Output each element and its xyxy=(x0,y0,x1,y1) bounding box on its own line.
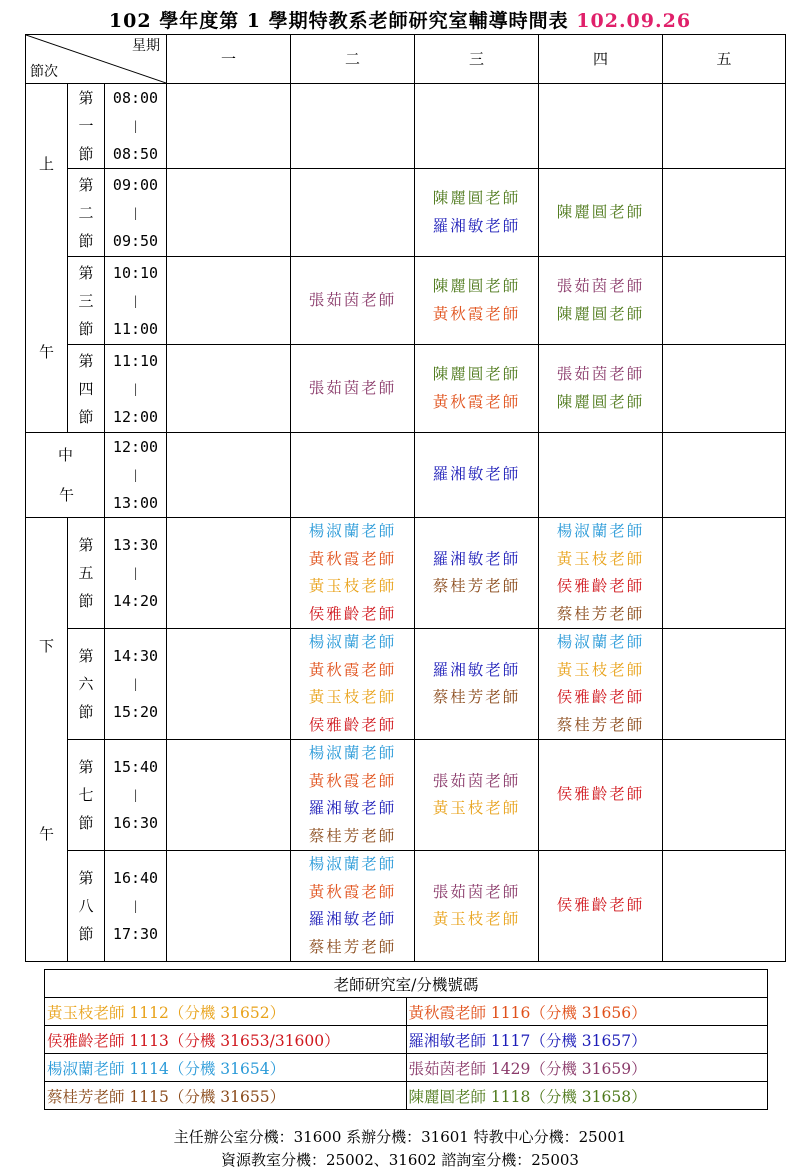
session-noon-char: 午 xyxy=(59,486,75,504)
period-label-char: 第 xyxy=(78,869,94,887)
extension-entry: 蔡桂芳老師 1115（分機 31655） xyxy=(45,1082,407,1110)
schedule-cell xyxy=(415,433,539,518)
schedule-cell xyxy=(415,257,539,345)
period-label xyxy=(68,518,105,629)
title-date: 102.09.26 xyxy=(576,10,692,32)
schedule-cell xyxy=(663,169,786,257)
schedule-cell xyxy=(167,169,291,257)
period-time xyxy=(105,84,167,169)
period-label-char: 節 xyxy=(78,319,94,338)
schedule-cell xyxy=(291,169,415,257)
time-separator: | xyxy=(133,119,138,133)
session-morning xyxy=(26,84,68,433)
schedule-cell xyxy=(167,851,291,962)
day-header-thu: 四 xyxy=(539,35,663,84)
period-label-char: 第 xyxy=(78,647,94,665)
title-main: 102 學年度第 1 學期特教系老師研究室輔導時間表 xyxy=(108,10,569,32)
teacher-name: 黃秋霞老師 xyxy=(308,549,397,568)
time-separator: | xyxy=(133,677,138,691)
schedule-cell xyxy=(539,629,663,740)
extension-entry: 黃玉枝老師 1112（分機 31652） xyxy=(45,998,407,1026)
time-separator: | xyxy=(133,788,138,802)
session-afternoon-char: 午 xyxy=(38,824,54,843)
time-end: 11:00 xyxy=(112,319,159,338)
period-label xyxy=(68,257,105,345)
period-label: 節次 xyxy=(30,64,58,80)
footer-line-1: 主任辦公室分機：31600 系辦分機：31601 特教中心分機：25001 xyxy=(173,1128,627,1146)
schedule-cell xyxy=(415,851,539,962)
schedule-cell xyxy=(539,518,663,629)
extension-entry: 張茹茵老師 1429（分機 31659） xyxy=(406,1054,768,1082)
teacher-name: 楊淑蘭老師 xyxy=(556,633,645,651)
schedule-cell xyxy=(415,518,539,629)
teacher-name: 張茹茵老師 xyxy=(432,882,521,901)
period-label xyxy=(68,851,105,962)
teacher-name: 黃玉枝老師 xyxy=(556,660,645,679)
extension-entry: 楊淑蘭老師 1114（分機 31654） xyxy=(45,1054,407,1082)
schedule-cell xyxy=(291,629,415,740)
teacher-name: 黃玉枝老師 xyxy=(432,799,521,817)
period-label-char: 第 xyxy=(78,263,94,282)
day-header-wed: 三 xyxy=(415,35,539,84)
teacher-name: 楊淑蘭老師 xyxy=(308,522,397,540)
schedule-cell xyxy=(539,345,663,433)
teacher-name: 羅湘敏老師 xyxy=(432,216,521,235)
period-time xyxy=(105,257,167,345)
teacher-name: 黃秋霞老師 xyxy=(308,882,397,901)
teacher-name: 楊淑蘭老師 xyxy=(308,855,397,873)
extension-row xyxy=(45,1026,768,1054)
time-end: 09:50 xyxy=(112,231,159,250)
extension-row xyxy=(45,1054,768,1082)
schedule-cell xyxy=(415,169,539,257)
schedule-cell xyxy=(291,345,415,433)
period-label-char: 一 xyxy=(78,117,94,135)
period-row xyxy=(26,257,786,345)
teacher-name: 侯雅齡老師 xyxy=(308,604,397,623)
footer-line-2: 資源教室分機：25002、31602 諮詢室分機：25003 xyxy=(221,1151,579,1169)
schedule-cell xyxy=(539,433,663,518)
session-afternoon-char: 下 xyxy=(38,636,54,655)
period-label-char: 六 xyxy=(78,675,94,693)
teacher-name: 蔡桂芳老師 xyxy=(308,826,397,845)
period-label-char: 節 xyxy=(78,407,94,426)
period-label xyxy=(68,84,105,169)
day-header-fri: 五 xyxy=(663,35,786,84)
period-label-char: 節 xyxy=(78,145,94,163)
schedule-cell xyxy=(663,740,786,851)
extension-row xyxy=(45,998,768,1026)
schedule-cell xyxy=(291,84,415,169)
period-label-char: 第 xyxy=(78,89,94,107)
schedule-cell xyxy=(663,629,786,740)
extension-entry: 黃秋霞老師 1116（分機 31656） xyxy=(406,998,768,1026)
teacher-name: 陳麗圓老師 xyxy=(556,392,645,411)
session-noon xyxy=(26,433,105,518)
schedule-cell xyxy=(415,629,539,740)
schedule-cell xyxy=(291,518,415,629)
time-end: 12:00 xyxy=(112,407,159,426)
teacher-name: 羅湘敏老師 xyxy=(432,660,521,679)
teacher-name: 陳麗圓老師 xyxy=(556,202,645,221)
time-start: 14:30 xyxy=(112,647,159,665)
teacher-name: 楊淑蘭老師 xyxy=(308,744,397,762)
extension-entry: 侯雅齡老師 1113（分機 31653/31600） xyxy=(45,1026,407,1054)
period-row xyxy=(26,169,786,257)
teacher-name: 羅湘敏老師 xyxy=(308,910,397,928)
period-time xyxy=(105,169,167,257)
teacher-name: 黃秋霞老師 xyxy=(308,771,397,790)
teacher-name: 楊淑蘭老師 xyxy=(556,522,645,540)
time-start: 08:00 xyxy=(112,89,159,107)
teacher-name: 黃秋霞老師 xyxy=(308,660,397,679)
schedule-cell xyxy=(539,169,663,257)
time-start: 12:00 xyxy=(112,438,159,456)
header-row xyxy=(26,35,786,84)
period-label-char: 第 xyxy=(78,536,94,554)
period-row xyxy=(26,518,786,629)
teacher-name: 黃秋霞老師 xyxy=(432,304,521,323)
period-label-char: 第 xyxy=(78,175,94,194)
time-start: 10:10 xyxy=(112,263,159,282)
period-label-char: 節 xyxy=(78,592,94,610)
teacher-name: 侯雅齡老師 xyxy=(556,785,645,804)
time-start: 09:00 xyxy=(112,175,159,194)
schedule-cell xyxy=(663,851,786,962)
schedule-cell xyxy=(291,433,415,518)
schedule-cell xyxy=(539,740,663,851)
teacher-name: 羅湘敏老師 xyxy=(432,549,521,568)
teacher-name: 黃玉枝老師 xyxy=(308,688,397,706)
extension-row xyxy=(45,1082,768,1110)
period-label-char: 三 xyxy=(78,291,94,310)
schedule-cell xyxy=(539,84,663,169)
schedule-cell xyxy=(415,345,539,433)
teacher-name: 張茹茵老師 xyxy=(432,771,521,790)
period-row xyxy=(26,740,786,851)
schedule-cell xyxy=(167,84,291,169)
schedule-cell xyxy=(291,740,415,851)
time-separator: | xyxy=(133,293,138,308)
period-label-char: 節 xyxy=(78,703,94,721)
teacher-name: 張茹茵老師 xyxy=(308,290,397,309)
period-row xyxy=(26,433,786,518)
teacher-name: 侯雅齡老師 xyxy=(556,688,645,706)
period-label xyxy=(68,740,105,851)
time-end: 15:20 xyxy=(112,703,159,721)
time-start: 13:30 xyxy=(112,536,159,554)
schedule-cell xyxy=(663,345,786,433)
teacher-name: 黃玉枝老師 xyxy=(308,577,397,595)
teacher-name: 陳麗圓老師 xyxy=(556,304,645,323)
period-row xyxy=(26,851,786,962)
teacher-name: 黃玉枝老師 xyxy=(556,549,645,568)
extension-entry: 陳麗圓老師 1118（分機 31658） xyxy=(406,1082,768,1110)
period-time xyxy=(105,433,167,518)
teacher-name: 陳麗圓老師 xyxy=(432,189,521,207)
extension-title-row xyxy=(45,970,768,998)
period-label xyxy=(68,629,105,740)
teacher-name: 楊淑蘭老師 xyxy=(308,633,397,651)
schedule-cell xyxy=(415,84,539,169)
time-start: 16:40 xyxy=(112,869,159,887)
schedule-cell xyxy=(167,518,291,629)
period-label-char: 第 xyxy=(78,758,94,776)
time-end: 14:20 xyxy=(112,592,159,610)
teacher-name: 陳麗圓老師 xyxy=(432,277,521,295)
teacher-name: 蔡桂芳老師 xyxy=(556,715,645,734)
period-label-char: 節 xyxy=(78,231,94,250)
schedule-cell xyxy=(539,851,663,962)
period-label-char: 節 xyxy=(78,925,94,943)
period-label-char: 七 xyxy=(78,786,94,804)
schedule-cell xyxy=(167,257,291,345)
time-end: 17:30 xyxy=(112,925,159,943)
header-corner xyxy=(26,35,167,84)
extension-entry: 羅湘敏老師 1117（分機 31657） xyxy=(406,1026,768,1054)
teacher-name: 張茹茵老師 xyxy=(556,365,645,383)
weekday-label: 星期 xyxy=(132,38,161,54)
teacher-name: 黃玉枝老師 xyxy=(432,910,521,928)
teacher-name: 羅湘敏老師 xyxy=(308,799,397,817)
period-label xyxy=(68,345,105,433)
period-label-char: 二 xyxy=(78,203,94,222)
teacher-name: 蔡桂芳老師 xyxy=(432,688,521,706)
period-label-char: 節 xyxy=(78,814,94,832)
day-header-mon: 一 xyxy=(167,35,291,84)
time-end: 13:00 xyxy=(112,494,159,512)
period-time xyxy=(105,518,167,629)
period-time xyxy=(105,629,167,740)
schedule-cell xyxy=(167,740,291,851)
time-separator: | xyxy=(133,205,138,220)
teacher-name: 張茹茵老師 xyxy=(556,277,645,295)
schedule-cell xyxy=(291,851,415,962)
session-noon-char: 中 xyxy=(58,446,74,464)
session-afternoon xyxy=(26,518,68,962)
teacher-name: 羅湘敏老師 xyxy=(432,465,521,484)
period-time xyxy=(105,851,167,962)
period-time xyxy=(105,345,167,433)
schedule-cell xyxy=(539,257,663,345)
schedule-cell xyxy=(167,433,291,518)
period-row xyxy=(26,84,786,169)
schedule-cell xyxy=(663,84,786,169)
time-separator: | xyxy=(133,899,138,913)
schedule-cell xyxy=(663,433,786,518)
teacher-name: 蔡桂芳老師 xyxy=(308,937,397,956)
teacher-name: 蔡桂芳老師 xyxy=(556,604,645,623)
teacher-name: 侯雅齡老師 xyxy=(308,715,397,734)
period-row xyxy=(26,629,786,740)
time-separator: | xyxy=(133,468,138,482)
teacher-name: 黃秋霞老師 xyxy=(432,392,521,411)
period-row xyxy=(26,345,786,433)
schedule-table xyxy=(25,34,786,962)
extension-title: 老師研究室/分機號碼 xyxy=(45,970,768,998)
page-title xyxy=(0,6,800,33)
time-start: 15:40 xyxy=(112,758,159,776)
day-header-tue: 二 xyxy=(291,35,415,84)
time-end: 08:50 xyxy=(112,145,159,163)
teacher-name: 陳麗圓老師 xyxy=(432,365,521,383)
schedule-cell xyxy=(167,629,291,740)
period-label-char: 第 xyxy=(78,351,94,370)
schedule-cell xyxy=(291,257,415,345)
period-label xyxy=(68,169,105,257)
period-label-char: 八 xyxy=(78,897,94,915)
period-label-char: 五 xyxy=(78,564,94,582)
extension-table xyxy=(44,969,768,1110)
session-morning-char: 午 xyxy=(38,343,54,361)
time-separator: | xyxy=(133,381,138,396)
schedule-cell xyxy=(167,345,291,433)
schedule-cell xyxy=(415,740,539,851)
time-end: 16:30 xyxy=(112,814,159,832)
teacher-name: 侯雅齡老師 xyxy=(556,896,645,915)
teacher-name: 張茹茵老師 xyxy=(308,378,397,397)
teacher-name: 蔡桂芳老師 xyxy=(432,577,521,595)
session-morning-char: 上 xyxy=(38,155,54,173)
period-label-char: 四 xyxy=(78,379,94,398)
teacher-name: 侯雅齡老師 xyxy=(556,577,645,595)
schedule-cell xyxy=(663,518,786,629)
period-time xyxy=(105,740,167,851)
time-separator: | xyxy=(133,566,138,580)
time-start: 11:10 xyxy=(112,351,159,370)
schedule-cell xyxy=(663,257,786,345)
